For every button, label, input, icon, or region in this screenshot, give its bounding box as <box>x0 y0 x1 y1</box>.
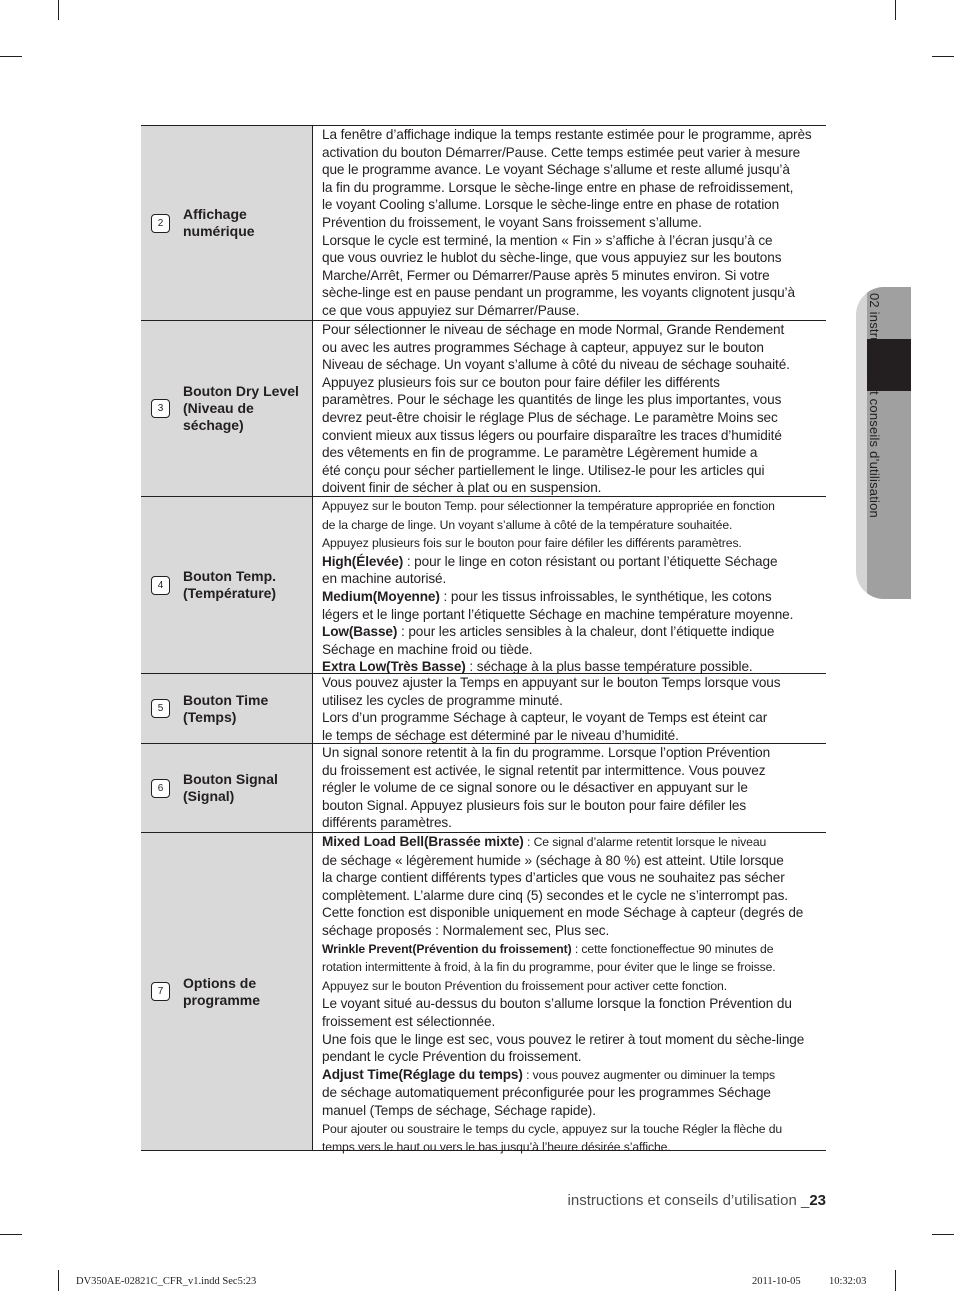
item-name: Bouton Signal (Signal) <box>183 771 278 804</box>
description-text: Un signal sonore retentit à la fin du programme. Lorsque l’option Prévention <box>322 745 771 760</box>
description-line <box>322 762 820 780</box>
description-text: que le programme avance. Le voyant Séchage s’allume et reste allumé jusqu’à <box>322 162 790 178</box>
crop-mark <box>895 0 896 20</box>
description-text: activation du bouton Démarrer/Pause. Cette temps estimée peut varier à mesure <box>322 144 801 160</box>
description-text: : vous pouvez augmenter ou diminuer la temps <box>522 1067 776 1082</box>
description-term: Low(Basse) <box>322 624 398 640</box>
table-row <box>141 126 826 321</box>
item-name: Bouton Time (Temps) <box>183 691 269 725</box>
description-text: la charge contient différents types d’articles que vous ne souhaitez pas sécher <box>322 870 785 886</box>
description-line <box>322 1013 820 1031</box>
item-number-badge: 2 <box>151 214 170 233</box>
description-line <box>322 709 820 727</box>
description-line <box>322 570 820 588</box>
description-text: froissement est sélectionnée. <box>322 1013 496 1029</box>
description-text: séchage proposés : Normalement sec, Plus sec. <box>322 922 610 938</box>
table-row <box>141 833 826 1155</box>
description-text: utilisez les cycles de programme minuté. <box>322 692 563 708</box>
row-description-cell <box>313 674 826 743</box>
description-text: : pour les tissus infroissables, le synthétique, les cotons <box>439 588 772 604</box>
description-line <box>322 1138 820 1157</box>
description-text: régler le volume de ce signal sonore ou le désactiver en appuyant sur le <box>322 780 748 796</box>
description-text: Pour sélectionner le niveau de séchage en mode Normal, Grande Rendement <box>322 322 785 337</box>
description-text: de séchage « légèrement humide » (séchage à 80 %) est atteint. Utile lorsque <box>322 852 784 868</box>
description-line <box>322 302 820 320</box>
description-line <box>322 958 820 977</box>
description-line <box>322 232 820 250</box>
description-text: Niveau de séchage. Un voyant s’allume à côté du niveau de séchage souhaité. <box>322 357 790 373</box>
description-term: Wrinkle Prevent(Prévention du froissement) <box>322 941 572 956</box>
description-line <box>322 214 820 232</box>
description-text: Appuyez sur le bouton Temp. pour sélectionner la température appropriée en fonction <box>322 499 775 513</box>
description-line <box>322 196 820 214</box>
slug-file: DV350AE-02821C_CFR_v1.indd Sec5:23 <box>76 1276 257 1287</box>
description-line <box>322 940 820 959</box>
description-line <box>322 391 820 409</box>
description-line <box>322 797 820 815</box>
description-text: doivent finir de sécher à plat ou en suspension. <box>322 480 602 496</box>
row-label-cell <box>141 674 313 743</box>
description-line <box>322 977 820 996</box>
crop-mark <box>932 1234 954 1235</box>
description-line <box>322 249 820 267</box>
description-term: Adjust Time(Réglage du temps) <box>322 1066 523 1082</box>
description-text: complètement. L’alarme dure cinq (5) secondes et le cycle ne s’interrompt pas. <box>322 887 788 903</box>
description-line <box>322 887 820 905</box>
row-label-cell <box>141 833 313 1150</box>
row-description-cell <box>313 321 826 496</box>
description-text: différents paramètres. <box>322 815 452 831</box>
description-line <box>322 267 820 285</box>
description-line <box>322 409 820 427</box>
crop-mark <box>58 0 59 20</box>
description-line <box>322 779 820 797</box>
description-text: en machine autorisé. <box>322 571 447 587</box>
description-line <box>322 427 820 445</box>
description-line <box>322 904 820 922</box>
item-name: Options de programme <box>183 974 261 1008</box>
description-text: le voyant Cooling s’allume. Lorsque le sèche-linge entre en phase de rotation <box>322 197 780 213</box>
description-text: de séchage automatiquement préconfigurée pour les programmes Séchage <box>322 1085 771 1101</box>
slug-date: 2011-10-05 <box>752 1276 801 1287</box>
description-text: devrez peut-être choisir le réglage Plus de séchage. Le paramètre Moins sec <box>322 409 778 425</box>
crop-mark <box>58 1270 59 1291</box>
description-text: Cette fonction est disponible uniquement en mode Séchage à capteur (degrés de <box>322 905 804 921</box>
description-text: : Ce signal d’alarme retentit lorsque le niveau <box>523 835 767 849</box>
description-text: le temps de séchage est déterminé par le niveau d’humidité. <box>322 727 679 743</box>
crop-mark <box>0 56 22 57</box>
description-line <box>322 727 820 745</box>
description-line <box>322 161 820 179</box>
table-row <box>141 744 826 833</box>
description-text: Appuyez plusieurs fois sur ce bouton pour faire défiler les différents <box>322 374 720 390</box>
description-line <box>322 126 820 144</box>
description-line <box>322 553 820 571</box>
row-description-cell <box>313 833 826 1155</box>
description-line <box>322 852 820 870</box>
description-line <box>322 674 820 692</box>
item-name: Bouton Temp. (Température) <box>183 568 277 601</box>
footer-title: instructions et conseils d’utilisation _ <box>567 1192 810 1209</box>
description-text: temps vers le haut ou vers le bas jusqu’à l’heure désirée s’affiche. <box>322 1140 671 1155</box>
description-line <box>322 588 820 606</box>
row-label-cell <box>141 497 313 673</box>
page-number: 23 <box>809 1192 826 1209</box>
description-text: Séchage en machine froid ou tiède. <box>322 641 533 657</box>
description-line <box>322 144 820 162</box>
description-line <box>322 833 820 852</box>
table-row <box>141 674 826 744</box>
item-name: Bouton Dry Level (Niveau de séchage) <box>183 383 299 433</box>
description-text: convient mieux aux tissus légers ou pourfaire disparaître les traces d’humidité <box>322 427 782 443</box>
description-text: La fenêtre d’affichage indique la temps restante estimée pour le programme, après <box>322 127 812 142</box>
description-text: sèche-linge est en pause pendant un programme, les voyants clignotent jusqu’à <box>322 285 795 301</box>
description-text: Lorsque le cycle est terminé, la mention « Fin » s’affiche à l’écran jusqu’à ce <box>322 232 773 248</box>
slug-time: 10:32:03 <box>829 1276 867 1287</box>
row-label-cell <box>141 126 313 320</box>
description-text: Appuyez sur le bouton Prévention du froissement pour activer cette fonction. <box>322 978 727 993</box>
description-text: Vous pouvez ajuster la Temps en appuyant sur le bouton Temps lorsque vous <box>322 675 781 690</box>
description-line <box>322 692 820 710</box>
description-line <box>322 1066 820 1085</box>
table-row <box>141 321 826 497</box>
description-text: des vêtements en fin de programme. Le paramètre Légèrement humide a <box>322 445 758 461</box>
description-text: rotation intermittente à froid, à la fin du programme, pour éviter que le linge se froisse. <box>322 960 776 975</box>
description-line <box>322 339 820 357</box>
item-number-badge: 7 <box>151 982 170 1001</box>
description-text: Prévention du froissement, le voyant Sans froissement s’allume. <box>322 214 702 230</box>
description-line <box>322 497 820 516</box>
control-panel-table <box>141 125 826 1155</box>
description-line <box>322 1048 820 1066</box>
row-label-cell <box>141 321 313 496</box>
description-line <box>322 814 820 832</box>
description-term: Medium(Moyenne) <box>322 588 440 604</box>
description-line <box>322 321 820 339</box>
description-text: bouton Signal. Appuyez plusieurs fois sur le bouton pour faire défiler les <box>322 797 747 813</box>
description-text: Marche/Arrêt, Fermer ou Démarrer/Pause après 5 minutes environ. Si votre <box>322 267 770 283</box>
description-text: ce que vous appuyiez sur Démarrer/Pause. <box>322 302 580 318</box>
description-text: : pour les articles sensibles à la chaleur, dont l’étiquette indique <box>397 624 775 640</box>
item-name: Affichage numérique <box>183 206 255 239</box>
description-text: : pour le linge en coton résistant ou portant l’étiquette Séchage <box>403 553 778 569</box>
description-line <box>322 1031 820 1049</box>
description-term: Extra Low(Très Basse) <box>322 659 466 675</box>
description-text: ou avec les autres programmes Séchage à capteur, appuyez sur le bouton <box>322 339 764 355</box>
description-text: : cette fonctioneffectue 90 minutes de <box>571 941 774 956</box>
table-row <box>141 497 826 674</box>
description-line <box>322 516 820 535</box>
description-text: été conçu pour sécher partiellement le linge. Utilisez-le pour les articles qui <box>322 462 765 478</box>
crop-mark <box>932 56 954 57</box>
description-line <box>322 284 820 302</box>
crop-mark <box>0 1234 22 1235</box>
description-line <box>322 869 820 887</box>
description-text: Pour ajouter ou soustraire le temps du cycle, appuyez sur la touche Régler la flèche du <box>322 1121 783 1136</box>
row-description-cell <box>313 744 826 832</box>
page-footer <box>568 1192 826 1209</box>
description-text: pendant le cycle Prévention du froissement. <box>322 1049 582 1065</box>
crop-mark <box>895 1270 896 1291</box>
description-text: : séchage à la plus basse température possible. <box>465 659 753 675</box>
description-text: Appuyez plusieurs fois sur le bouton pour faire défiler les différents paramètres. <box>322 536 742 551</box>
description-text: légers et le linge portant l’étiquette Séchage en machine température moyenne. <box>322 606 794 622</box>
description-line <box>322 606 820 624</box>
chapter-side-label: 02 instructions et conseils d’utilisation <box>867 293 882 518</box>
description-line <box>322 179 820 197</box>
description-line <box>322 641 820 659</box>
description-text: Une fois que le linge est sec, vous pouvez le retirer à tout moment du sèche-linge <box>322 1031 805 1047</box>
description-text: de la charge de linge. Un voyant s’allume à côté de la température souhaitée. <box>322 517 733 532</box>
description-text: du froissement est activée, le signal retentit par intermittence. Vous pouvez <box>322 762 766 778</box>
item-number-badge: 5 <box>151 699 170 718</box>
description-text: Le voyant situé au-dessus du bouton s’allume lorsque la fonction Prévention du <box>322 996 792 1012</box>
row-label-cell <box>141 744 313 832</box>
description-term: Mixed Load Bell(Brassée mixte) <box>322 834 524 849</box>
description-line <box>322 374 820 392</box>
description-line <box>322 356 820 374</box>
row-description-cell <box>313 126 826 320</box>
description-line <box>322 995 820 1013</box>
description-text: la fin du programme. Lorsque le sèche-linge entre en phase de refroidissement, <box>322 179 794 195</box>
description-line <box>322 479 820 497</box>
description-line <box>322 1120 820 1139</box>
item-number-badge: 3 <box>151 399 170 418</box>
description-text: que vous ouvriez le hublot du sèche-linge, que vous appuyiez sur les boutons <box>322 250 782 266</box>
description-line <box>322 534 820 553</box>
description-line <box>322 1102 820 1120</box>
item-number-badge: 6 <box>151 779 170 798</box>
description-line <box>322 1084 820 1102</box>
item-number-badge: 4 <box>151 576 170 595</box>
description-line <box>322 444 820 462</box>
description-line <box>322 623 820 641</box>
description-text: paramètres. Pour le séchage les quantités de linge les plus importantes, vous <box>322 392 782 408</box>
description-line <box>322 922 820 940</box>
description-term: High(Élevée) <box>322 553 404 569</box>
description-line <box>322 744 820 762</box>
description-text: manuel (Temps de séchage, Séchage rapide). <box>322 1102 596 1118</box>
description-text: Lors d’un programme Séchage à capteur, le voyant de Temps est éteint car <box>322 710 768 726</box>
description-line <box>322 462 820 480</box>
row-description-cell <box>313 497 826 673</box>
